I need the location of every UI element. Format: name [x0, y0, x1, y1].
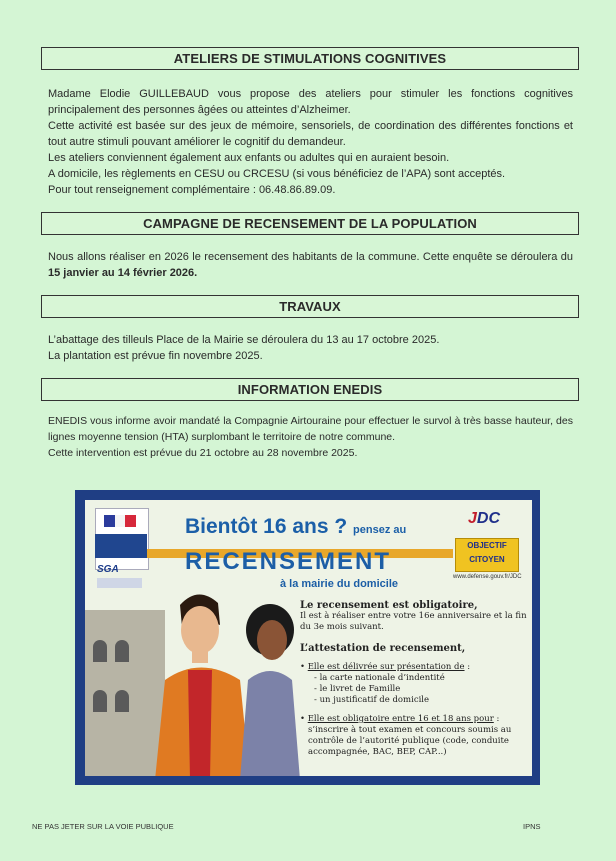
recensement-poster	[75, 490, 540, 785]
examens-text: s’inscrire à tout examen et concours soumis au contrôle de l’autorité publique (code, conduite accompagnée, BAC, BEP, CAP...)	[308, 725, 512, 757]
attestation-heading: L’attestation de recensement,	[300, 643, 466, 654]
headline-text: Bientôt 16 ans ?	[185, 515, 348, 538]
obligatoire-text: Il est à réaliser entre votre 16e anniversaire et la fin du 3e mois suivant.	[300, 611, 527, 632]
travaux-line-1: L’abattage des tilleuls Place de la Mairie se déroulera du 13 au 17 octobre 2025.	[48, 334, 440, 346]
bullet-obligatoire: • Elle est obligatoire entre 16 et 18 ans pour :	[300, 714, 500, 724]
sga-logo: SGA	[97, 564, 119, 575]
french-flag-icon	[104, 515, 136, 527]
recensement-text-start: Nous allons réaliser en 2026 le recensement des habitants de la commune. Cette enquête se déroulera du	[48, 251, 573, 263]
poster-info-text	[300, 600, 530, 758]
section-title-enedis: INFORMATION ENEDIS	[41, 378, 579, 401]
poster-headline	[185, 515, 406, 539]
enedis-text	[48, 413, 573, 461]
ministere-tag	[95, 534, 147, 558]
headline-small: pensez au	[353, 524, 407, 536]
enedis-line-1: ENEDIS vous informe avoir mandaté la Compagnie Airtouraine pour effectuer le survol à très basse hauteur, des lignes moyenne tension (HTA) surplombant le territoire de notre commune.	[48, 415, 573, 443]
footer-left: NE PAS JETER SUR LA VOIE PUBLIQUE	[32, 822, 174, 831]
ateliers-line-4: A domicile, les règlements en CESU ou CRCESU (si vous bénéficiez de l’APA) sont acceptés.	[48, 168, 506, 180]
girl-illustration	[230, 600, 300, 776]
poster-subtitle: à la mairie du domicile	[280, 578, 398, 590]
ateliers-line-1: Madame Elodie GUILLEBAUD vous propose des ateliers pour stimuler les fonctions cognitives principalement des personnes âgées ou atteintes d’Alzheimer.	[48, 88, 573, 116]
poster-content	[85, 500, 532, 776]
enedis-line-2: Cette intervention est prévue du 21 octobre au 28 novembre 2025.	[48, 447, 358, 459]
travaux-line-2: La plantation est prévue fin novembre 2025.	[48, 350, 263, 362]
doc-item: - la carte nationale d’indentité	[314, 673, 445, 683]
recensement-text	[48, 249, 573, 281]
objectif-citoyen-badge: OBJECTIF CITOYEN	[455, 538, 519, 572]
obligatoire-heading: Le recensement est obligatoire,	[300, 600, 478, 611]
bullet-presentation: • Elle est délivrée sur présentation de :	[300, 662, 471, 672]
ateliers-line-5: Pour tout renseignement complémentaire : 06.48.86.89.09.	[48, 184, 336, 196]
sga-subtitle	[97, 578, 142, 588]
recensement-dates: 15 janvier au 14 février 2026.	[48, 267, 198, 279]
doc-item: - un justificatif de domicile	[314, 695, 430, 705]
section-title-travaux: TRAVAUX	[41, 295, 579, 318]
section-title-recensement-population: CAMPAGNE DE RECENSEMENT DE LA POPULATION	[41, 212, 579, 235]
ateliers-line-3: Les ateliers conviennent également aux enfants ou adultes qui en auraient besoin.	[48, 152, 450, 164]
poster-url: www.defense.gouv.fr/JDC	[453, 574, 522, 580]
footer-right: IPNS	[523, 822, 541, 831]
poster-big-title: RECENSEMENT	[185, 548, 392, 575]
jdc-logo: JDC	[468, 510, 501, 527]
doc-item: - le livret de Famille	[314, 684, 401, 694]
section-title-ateliers: ATELIERS DE STIMULATIONS COGNITIVES	[41, 47, 579, 70]
ateliers-text	[48, 86, 573, 198]
travaux-text	[48, 332, 573, 364]
ateliers-line-2: Cette activité est basée sur des jeux de mémoire, sensoriels, de coordination des différentes fonctions et tout autre stimuli pouvant améliorer le cognitif du demandeur.	[48, 120, 573, 148]
